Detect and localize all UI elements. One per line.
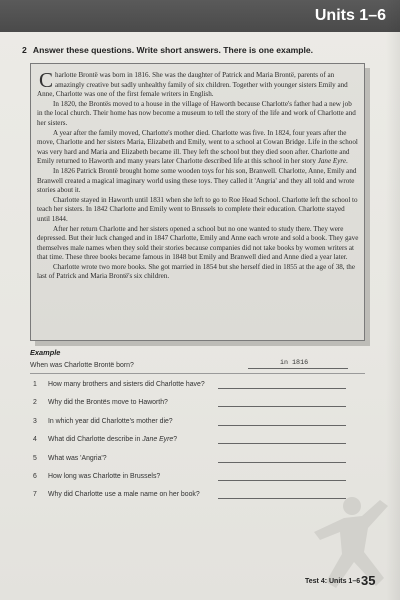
answer-line[interactable] [218, 462, 346, 463]
question-text: What did Charlotte describe in Jane Eyre? [48, 436, 178, 443]
answer-line[interactable] [218, 443, 346, 444]
question-text: How long was Charlotte in Brussels? [48, 473, 161, 480]
question-row [30, 399, 365, 411]
passage-paragraph: Charlotte wrote two more books. She got married in 1854 but she herself died in 1855 at the age of 38, the last of Patrick and Maria Brontë's six children. [37, 262, 356, 281]
book-title: Jane Eyre [142, 436, 174, 443]
header-title: Units 1–6 [314, 7, 386, 24]
page-edge-shadow [386, 0, 400, 600]
question-text: In which year did Charlotte's mother die? [48, 418, 173, 425]
footer-label: Test 4: Units 1–6 [305, 578, 361, 585]
question-number: 4 [33, 436, 37, 443]
drop-cap: C [39, 68, 54, 92]
answer-line [248, 368, 348, 369]
answer-line[interactable] [218, 388, 346, 389]
task-number: 2 [22, 45, 27, 55]
passage-text [37, 68, 359, 282]
question-row [30, 381, 365, 393]
example-row [30, 360, 365, 374]
question-row [30, 473, 365, 485]
task-instruction-text: Answer these questions. Write short answers. There is one example. [32, 45, 314, 55]
question-text: Why did Charlotte use a male name on her book? [48, 491, 200, 498]
answer-line[interactable] [218, 425, 346, 426]
example-answer: in 1816 [280, 359, 309, 367]
passage-paragraph: In 1820, the Brontës moved to a house in the village of Haworth because Charlotte's father had a new job in the local church. Their home has now become a museum to tell the story of the life and work of Charlotte and her sisters. [37, 99, 356, 127]
example-question: When was Charlotte Brontë born? [30, 362, 134, 369]
question-text: Why did the Brontës move to Haworth? [48, 399, 168, 406]
example-label: Example [30, 348, 61, 357]
question-number: 7 [33, 491, 37, 498]
question-number: 1 [33, 381, 37, 388]
passage-paragraph: Charlotte stayed in Haworth until 1831 when she left to go to Roe Head School. Charlotte left the school to teach her sisters. In 1842 Charlotte and Emily went to Brussels to complete their education. Charlotte stayed until 1844. [37, 195, 358, 223]
passage-paragraph: After her return Charlotte and her sisters opened a school but no one wanted to study there. They were depressed. But their luck changed and in 1847 Charlotte, Emily and Anne each wrote and sold a book. They gave themselves male names when they sold their stories because companies did not take books by women writers at that time. These three books became famous in 1848 but Emily and Branwell died and Anne died a year later. [37, 224, 359, 262]
question-number: 2 [33, 399, 37, 406]
question-number: 5 [33, 455, 37, 462]
question-row [30, 436, 365, 448]
answer-line[interactable] [218, 406, 346, 407]
question-row [30, 418, 365, 430]
reading-passage [30, 63, 365, 341]
question-number: 3 [33, 418, 37, 425]
answer-line[interactable] [218, 480, 346, 481]
book-title: Jane Eyre [317, 157, 347, 166]
passage-paragraph: A year after the family moved, Charlotte's mother died. Charlotte was five. In 1824, four years after the move, Charlotte and her sisters Maria, Elizabeth and Emily, went to a school at Cowan Bridge. Life in the school was very hard and Maria and Elizabeth became ill. They left the school but they died soon after. Charlotte and Emily returned to Haworth and many years later Charlotte described life at this school in her story Jane Eyre. [37, 128, 358, 166]
question-text: How many brothers and sisters did Charlotte have? [48, 381, 205, 388]
page-number: 35 [361, 573, 376, 588]
question-text: What was 'Angria'? [48, 455, 107, 462]
passage-paragraph: In 1826 Patrick Brontë brought home some wooden toys for his son, Branwell. Charlotte, Anne, Emily and Branwell created a magical imaginary world using these toys. They called it 'Angria' and they all told and wrote stories about it. [37, 166, 357, 195]
task-instruction [22, 45, 382, 55]
question-row [30, 455, 365, 467]
question-number: 6 [33, 473, 37, 480]
passage-paragraph: Charlotte Brontë was born in 1816. She was the daughter of Patrick and Maria Brontë, parents of an amazingly creative but sadly unhealthy family of six children. Together with younger sisters Emily and Anne, Charlotte was one of the first female writers in English. [37, 68, 348, 99]
header-bar [0, 0, 400, 32]
